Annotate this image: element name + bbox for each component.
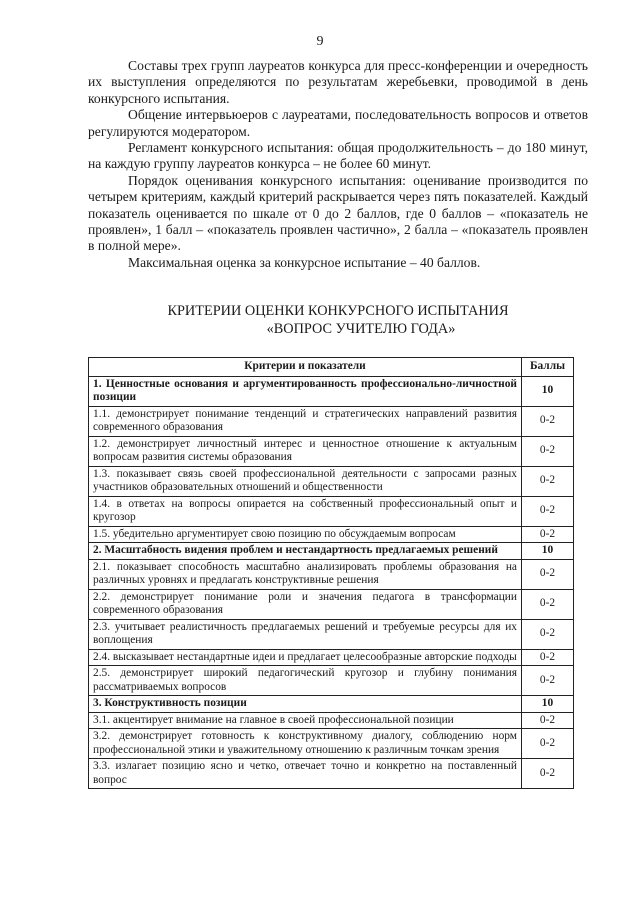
- indicator-text: 2.1. показывает способность масштабно анализировать проблемы образования на различных уровнях и предлагать конструктивные решения: [89, 559, 522, 589]
- paragraph-group-composition: Составы трех групп лауреатов конкурса для пресс-конференции и очередность их выступления определяются по результатам жеребьевки, проводимой в день конкурсного испытания.: [88, 58, 588, 106]
- criteria-table: [88, 357, 574, 789]
- score-cell: 0-2: [522, 649, 574, 666]
- indicator-text: 2.5. демонстрирует широкий педагогический кругозор и глубину понимания рассматриваемых вопросов: [89, 666, 522, 696]
- header-criteria: Критерии и показатели: [89, 358, 522, 377]
- table-row: [89, 649, 574, 666]
- header-score: Баллы: [522, 358, 574, 377]
- table-row: [89, 712, 574, 729]
- indicator-text: 3.1. акцентирует внимание на главное в своей профессиональной позиции: [89, 712, 522, 729]
- indicator-text: 1.2. демонстрирует личностный интерес и ценностное отношение к актуальным вопросам развития системы образования: [89, 436, 522, 466]
- criterion-title: 1. Ценностные основания и аргументированность профессионально-личностной позиции: [89, 376, 522, 406]
- score-cell: 0-2: [522, 589, 574, 619]
- indicator-text: 1.3. показывает связь своей профессиональной деятельности с запросами разных участников образовательных отношений и общественности: [89, 466, 522, 496]
- table-row: [89, 729, 574, 759]
- table-row: [89, 466, 574, 496]
- table-row: [89, 666, 574, 696]
- table-row: [89, 559, 574, 589]
- intro-text: [88, 58, 588, 271]
- criteria-table-body: [89, 376, 574, 789]
- score-cell: 0-2: [522, 436, 574, 466]
- indicator-text: 2.4. высказывает нестандартные идеи и предлагает целесообразные авторские подходы: [89, 649, 522, 666]
- criteria-title-line2: «ВОПРОС УЧИТЕЛЮ ГОДА»: [266, 321, 456, 337]
- paragraph-regulations: Регламент конкурсного испытания: общая продолжительность – до 180 минут, на каждую группу лауреатов конкурса – не более 60 минут.: [88, 140, 588, 172]
- page-number: 9: [316, 34, 324, 49]
- indicator-text: 1.4. в ответах на вопросы опирается на собственный профессиональный опыт и кругозор: [89, 496, 522, 526]
- criterion-title: 2. Масштабность видения проблем и нестандартность предлагаемых решений: [89, 543, 522, 560]
- score-cell: 0-2: [522, 666, 574, 696]
- table-row: [89, 589, 574, 619]
- indicator-text: 2.3. учитывает реалистичность предлагаемых решений и требуемые ресурсы для их воплощения: [89, 619, 522, 649]
- table-row: [89, 526, 574, 543]
- table-row: [89, 759, 574, 789]
- indicator-text: 1.5. убедительно аргументирует свою позицию по обсуждаемым вопросам: [89, 526, 522, 543]
- table-section-row: [89, 543, 574, 560]
- table-row: [89, 619, 574, 649]
- score-cell: 0-2: [522, 496, 574, 526]
- table-row: [89, 496, 574, 526]
- table-section-row: [89, 696, 574, 713]
- criteria-title-line1: КРИТЕРИИ ОЦЕНКИ КОНКУРСНОГО ИСПЫТАНИЯ: [167, 303, 509, 319]
- table-row: [89, 406, 574, 436]
- indicator-text: 2.2. демонстрирует понимание роли и значения педагога в трансформации современного образования: [89, 589, 522, 619]
- score-cell: 0-2: [522, 712, 574, 729]
- table-header-row: [89, 358, 574, 377]
- indicator-text: 3.2. демонстрирует готовность к конструктивному диалогу, соблюдению норм профессиональной этики и уважительному отношению к различным точкам зрения: [89, 729, 522, 759]
- paragraph-moderation: Общение интервьюеров с лауреатами, последовательность вопросов и ответов регулируются модератором.: [88, 107, 588, 139]
- score-cell: 0-2: [522, 406, 574, 436]
- indicator-text: 1.1. демонстрирует понимание тенденций и стратегических направлений развития современного образования: [89, 406, 522, 436]
- score-cell: 0-2: [522, 729, 574, 759]
- score-cell: 10: [522, 543, 574, 560]
- table-row: [89, 436, 574, 466]
- score-cell: 10: [522, 696, 574, 713]
- paragraph-max-score: Максимальная оценка за конкурсное испытание – 40 баллов.: [128, 254, 481, 270]
- criterion-title: 3. Конструктивность позиции: [89, 696, 522, 713]
- score-cell: 10: [522, 376, 574, 406]
- criteria-title: [88, 302, 588, 338]
- paragraph-evaluation-order: Порядок оценивания конкурсного испытания: оценивание производится по четырем критериям, каждый критерий раскрывается через пять показателей. Каждый показатель оценивается по шкале от 0 до 2 баллов, где 0 баллов – «показатель не проявлен», 1 балл – «показатель проявлен частично», 2 балла – «показатель проявлен в полной мере».: [88, 172, 588, 254]
- indicator-text: 3.3. излагает позицию ясно и четко, отвечает точно и конкретно на поставленный вопрос: [89, 759, 522, 789]
- score-cell: 0-2: [522, 619, 574, 649]
- score-cell: 0-2: [522, 559, 574, 589]
- table-section-row: [89, 376, 574, 406]
- score-cell: 0-2: [522, 466, 574, 496]
- score-cell: 0-2: [522, 759, 574, 789]
- score-cell: 0-2: [522, 526, 574, 543]
